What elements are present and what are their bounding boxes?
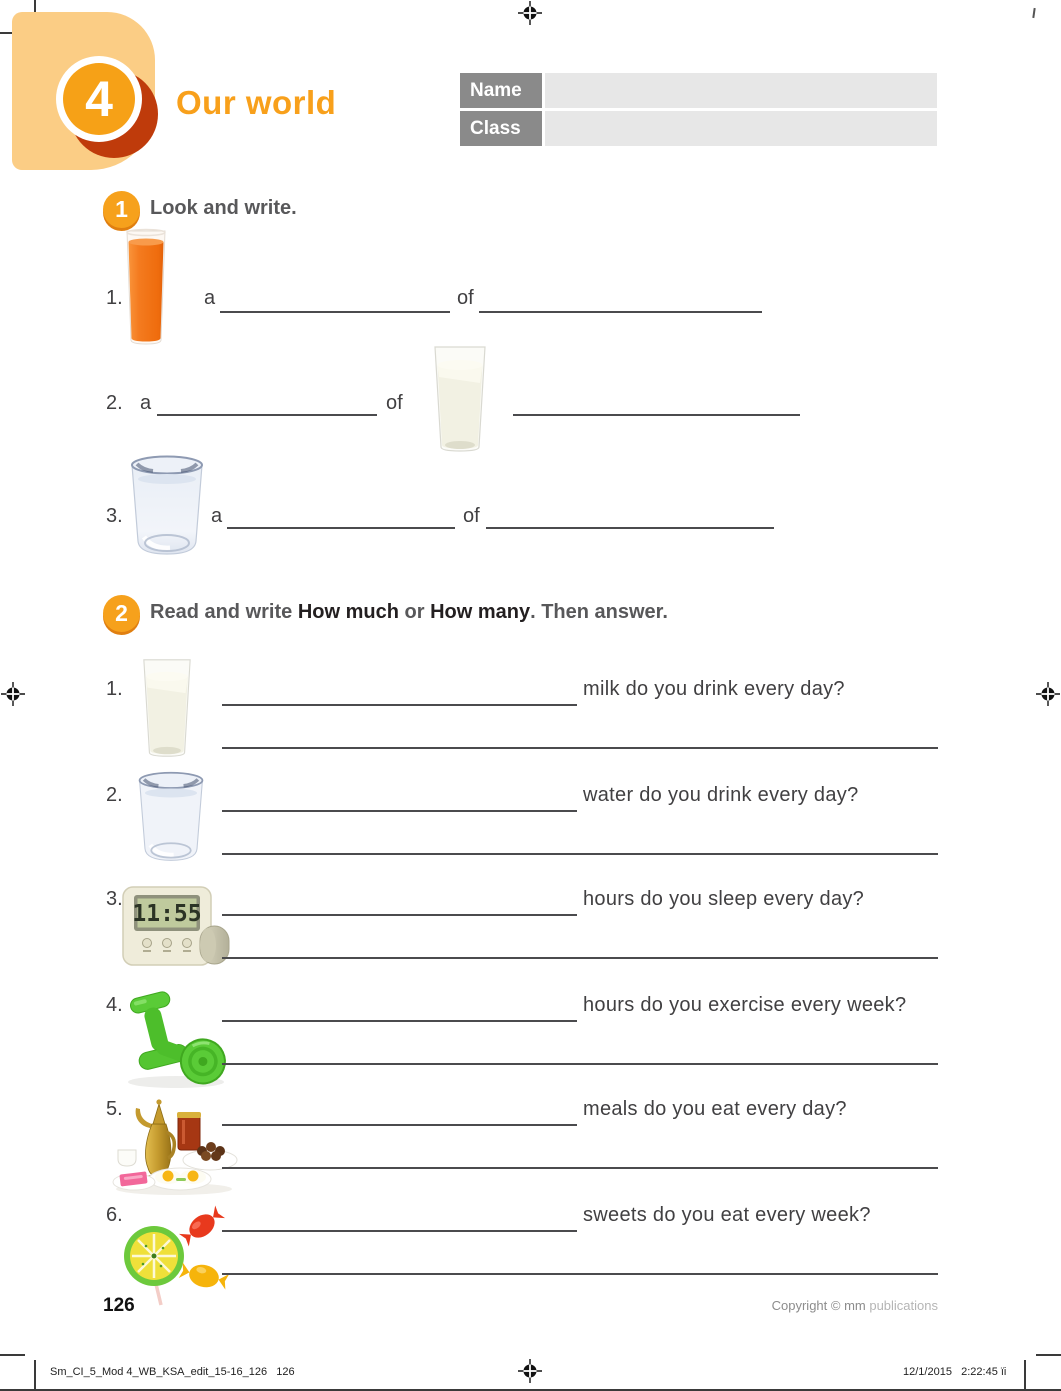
- class-label: Class: [460, 111, 542, 146]
- activity2-instruction: Read and write How much or How many. Then answer.: [150, 601, 668, 623]
- name-label: Name: [460, 73, 542, 108]
- a1-item2-of: of: [386, 392, 403, 414]
- activity1-badge: [103, 191, 140, 228]
- a1-item2-number: 2.: [106, 392, 123, 414]
- answer-blank: [513, 414, 800, 416]
- activity2-badge: [103, 595, 140, 632]
- a1-item1-article: a: [204, 287, 216, 309]
- unit-number-badge: [56, 56, 148, 148]
- answer-line: [222, 1273, 938, 1275]
- answer-blank: [220, 311, 450, 313]
- crop-mark: [1036, 1354, 1061, 1356]
- answer-blank: [222, 914, 577, 916]
- orange-juice-glass-image: [122, 228, 170, 348]
- a2-item2-question: water do you drink every day?: [583, 784, 859, 806]
- a2-item3-question: hours do you sleep every day?: [583, 888, 865, 910]
- a1-item1-of: of: [457, 287, 474, 309]
- dumbbells-image: [116, 988, 230, 1090]
- answer-line: [222, 1063, 938, 1065]
- answer-blank: [222, 1020, 577, 1022]
- registration-mark: [1035, 681, 1061, 707]
- print-slug: Sm_CI_5_Mod 4_WB_KSA_edit_15-16_126 126: [50, 1366, 295, 1378]
- water-glass-image: [128, 455, 206, 561]
- answer-line: [222, 957, 938, 959]
- class-field: [545, 111, 937, 146]
- registration-mark: [0, 681, 26, 707]
- answer-blank: [222, 810, 577, 812]
- answer-blank: [222, 1124, 577, 1126]
- answer-line: [222, 853, 938, 855]
- answer-blank: [486, 527, 774, 529]
- activity1-number: 1: [115, 196, 128, 222]
- a2-item6-number: 6.: [106, 1204, 123, 1226]
- crop-mark: [1024, 1360, 1026, 1391]
- answer-line: [222, 1167, 938, 1169]
- a2-item2-number: 2.: [106, 784, 123, 806]
- crop-mark: [34, 1360, 36, 1391]
- a1-item3-article: a: [211, 505, 223, 527]
- a1-item1-number: 1.: [106, 287, 123, 309]
- milk-glass-image: [134, 658, 200, 758]
- a1-item3-number: 3.: [106, 505, 123, 527]
- arabic-breakfast-image: [110, 1094, 238, 1196]
- unit-number: 4: [85, 71, 113, 127]
- answer-line: [222, 747, 938, 749]
- crop-mark: [0, 1354, 25, 1356]
- page-title: Our world: [176, 84, 337, 121]
- milk-glass-image: [427, 345, 493, 453]
- a2-item1-number: 1.: [106, 678, 123, 700]
- answer-blank: [227, 527, 455, 529]
- name-field: [545, 73, 937, 108]
- a1-item2-article: a: [140, 392, 152, 414]
- print-datetime: 12/1/2015 2:22:45 ïi: [903, 1366, 1007, 1378]
- crop-mark: [1032, 8, 1035, 18]
- a2-item6-question: sweets do you eat every week?: [583, 1204, 871, 1226]
- a2-item4-number: 4.: [106, 994, 123, 1016]
- clock-display: 11:55: [132, 901, 202, 927]
- a2-item5-number: 5.: [106, 1098, 123, 1120]
- alarm-clock-image: [120, 884, 232, 968]
- a2-item3-number: 3.: [106, 888, 123, 910]
- answer-blank: [222, 1230, 577, 1232]
- page-number: 126: [103, 1295, 135, 1316]
- a2-item4-question: hours do you exercise every week?: [583, 994, 907, 1016]
- activity1-instruction: Look and write.: [150, 197, 297, 219]
- a1-item3-of: of: [463, 505, 480, 527]
- registration-mark: [517, 1358, 543, 1384]
- registration-mark: [517, 0, 543, 26]
- answer-blank: [222, 704, 577, 706]
- activity2-number: 2: [115, 600, 128, 626]
- a2-item1-question: milk do you drink every day?: [583, 678, 845, 700]
- a2-item5-question: meals do you eat every day?: [583, 1098, 847, 1120]
- copyright-notice: Copyright © mm publications: [771, 1298, 938, 1313]
- answer-blank: [157, 414, 377, 416]
- sweets-image: [116, 1198, 234, 1306]
- water-glass-image: [136, 768, 206, 870]
- answer-blank: [479, 311, 762, 313]
